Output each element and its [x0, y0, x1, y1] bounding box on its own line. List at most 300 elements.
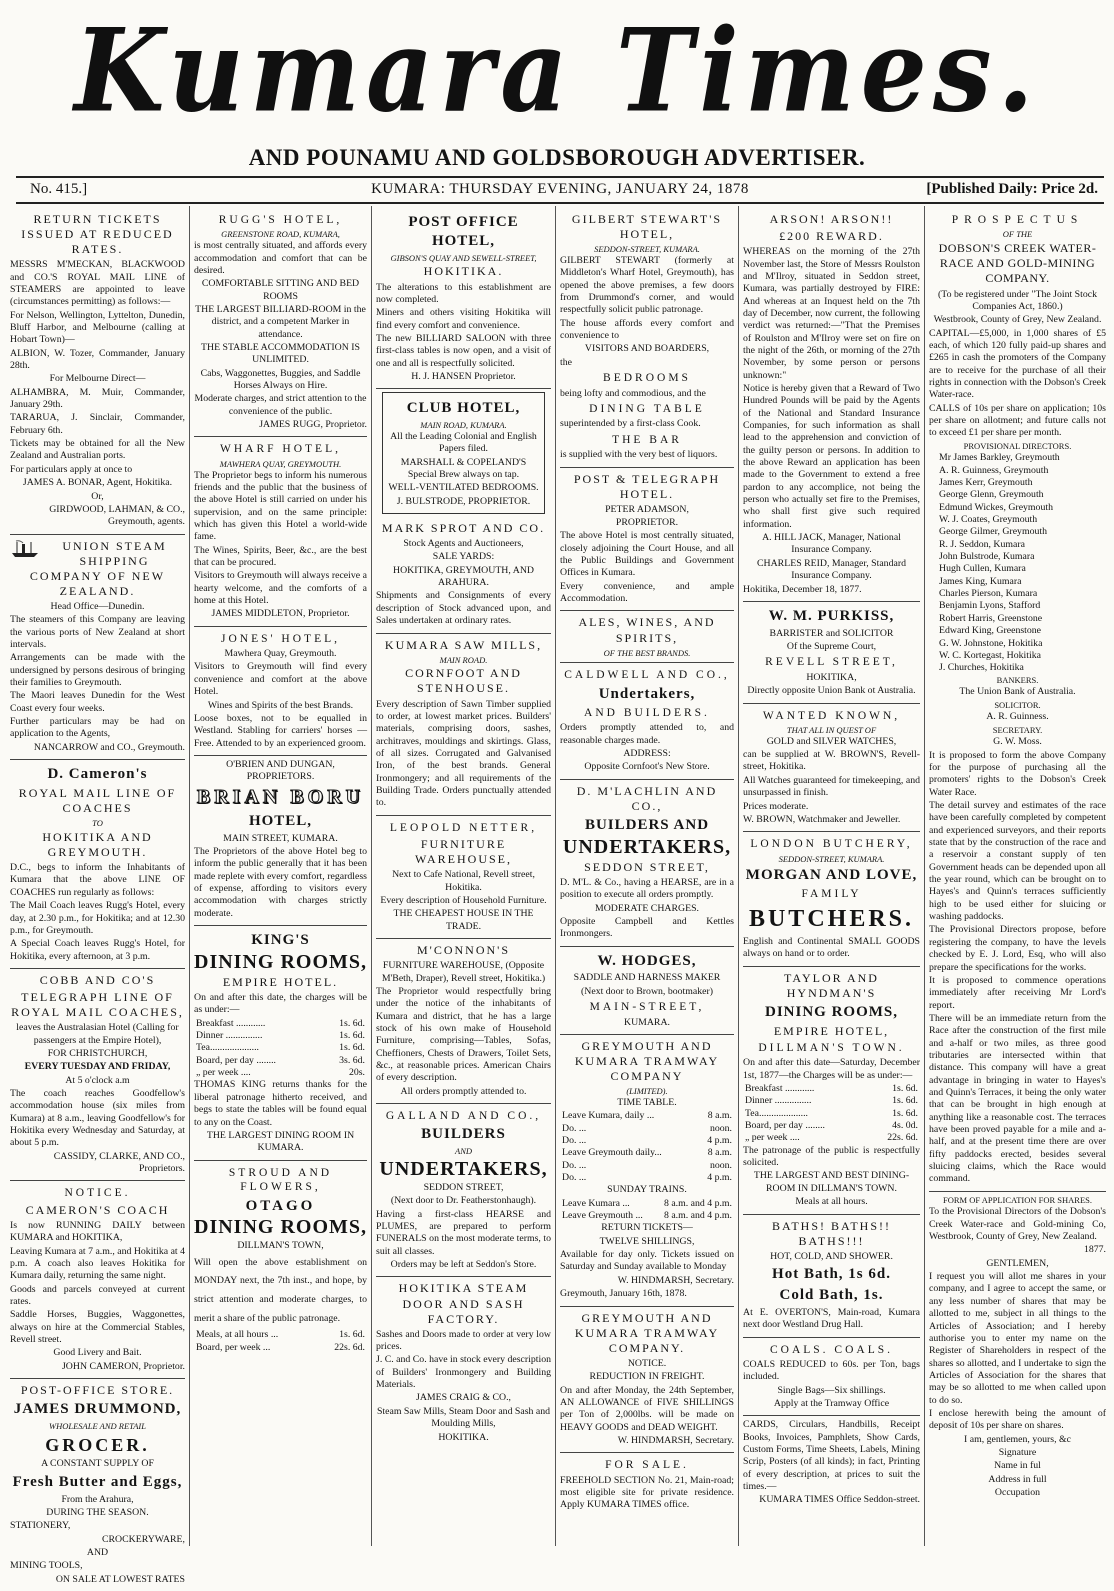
- advert-post-telegraph-hotel: [560, 468, 734, 612]
- advert-text: AND: [86, 1547, 109, 1559]
- form-field-label: Signature: [998, 1446, 1037, 1458]
- table-cell: 1s. 6d.: [892, 1095, 918, 1107]
- advert-subheading: FURNITURE WAREHOUSE,: [415, 837, 512, 867]
- column-4: [555, 206, 738, 1546]
- advert-text: The detail survey and estimates of the race have been carefully completed by competent and experienced surveyors, and their reports state that by the construction of the race and a reservoir a constant supply of ten Government heads can be depended upon all the year round, which can be brought on to Hayes's and Quinn's terraces sufficiently high to be used either for sluicing or washing paddocks.: [929, 800, 1106, 923]
- advert-text: I am, gentlemen, yours, &c: [964, 1433, 1071, 1445]
- advert-subheading: Fresh Butter and Eggs,: [12, 1473, 183, 1490]
- advert-text: The Proprietor would respectfully bring under the notice of the inhabitants of Kumara and district, that he has a large stock of his own make of Household Furniture, comprising—Tables, Sofas, Cheffioners, Chests of Drawers, Toilet Sets, &c., at reasonable prices. American Chairs of every description.: [376, 985, 551, 1084]
- advert-ales-wines: [560, 611, 734, 663]
- advert-wharf-hotel: [194, 437, 367, 626]
- advert-heading: WHARF HOTEL,: [220, 443, 341, 456]
- advert-text: CARDS, Circulars, Handbills, Receipt Books, Invoices, Pamphlets, Show Cards, Custom Forms, Time Sheets, Labels, Mining Scrip, Posters (of all kinds); in fact, Printing of every description, at prices to suit the times.—: [743, 1419, 920, 1493]
- advert-text: Stock Agents and Auctioneers,: [403, 538, 524, 550]
- advert-subheading: SEDDON-STREET, KUMARA.: [778, 853, 885, 864]
- advert-jones-hotel: [194, 627, 367, 756]
- advert-purkiss: [743, 602, 920, 704]
- advert-text: DURING THE SEASON.: [46, 1507, 149, 1519]
- advert-text: TO: [92, 818, 103, 829]
- table-row: [560, 1172, 734, 1184]
- advert-subheading: OF THE BEST BRANDS.: [603, 647, 691, 658]
- advert-text: At 5 o'clock a.m: [65, 1074, 130, 1086]
- advert-subheading: DOBSON'S CREEK WATER-RACE AND GOLD-MINING COMPANY.: [938, 241, 1097, 286]
- table-row: [194, 1018, 367, 1030]
- table-row: [194, 1329, 367, 1341]
- table-cell: 8 a.m.: [707, 1110, 732, 1122]
- advert-text: The alterations to this establishment are now completed.: [376, 281, 551, 305]
- advert-mlachlin: [560, 780, 734, 947]
- advert-text: Having a first-class HEARSE and PLUMES, are prepared to perform FUNERALS on the most moderate terms, to suit all classes.: [376, 1208, 551, 1257]
- advert-taylor-hyndman: [743, 967, 920, 1215]
- table-cell: 1s. 6d.: [892, 1107, 918, 1119]
- advert-subheading: Cold Bath, 1s.: [779, 1286, 884, 1303]
- advert-heading: BATHS! BATHS!! BATHS!!!: [771, 1218, 891, 1248]
- advert-subheading: BEDROOMS: [603, 372, 691, 385]
- advert-text: Of the Supreme Court,: [786, 641, 877, 653]
- table-row: [743, 1095, 920, 1107]
- list-item: Edward King, Greenstone: [939, 625, 1042, 637]
- directors-list: [929, 452, 1106, 674]
- list-item: A. R. Guinness, Greymouth: [939, 464, 1049, 476]
- advert-text: Available for day only. Tickets issued on Saturday and Sunday available to Monday: [560, 1249, 734, 1273]
- advert-text: The steamers of this Company are leaving the various ports of New Zealand at short intervals.: [10, 614, 185, 651]
- advert-printing: [743, 1416, 920, 1511]
- advert-text: Arrangements can be made with the undersigned by persons desirous of bringing their families to Greymouth.: [10, 652, 185, 689]
- advert-heading: TAYLOR AND HYNDMAN'S: [784, 970, 879, 1000]
- timetable-sunday: [560, 1198, 734, 1223]
- advert-text: For Melbourne Direct—: [49, 373, 146, 385]
- list-item: R. J. Seddon, Kumara: [939, 538, 1025, 550]
- table-row: [194, 1042, 367, 1054]
- advert-subheading: JAMES DRUMMOND,: [13, 1401, 182, 1418]
- advert-text: For Nelson, Wellington, Lyttelton, Dunedin, Bluff Harbor, and Melbourne (calling at Hobart Town)—: [10, 309, 185, 346]
- advert-text: The Proprietor begs to inform his numerous friends and the public that the business of the above Hotel is still carried on under his supervision, and on the same principle: which has given this Hotel a world-wide fame.: [194, 469, 367, 543]
- advert-signature: W. HINDMARSH, Secretary.: [617, 1434, 734, 1446]
- advert-text: Next to Cafe National, Revell street, Hokitika.: [392, 869, 535, 893]
- advert-cameron-coaches: [10, 760, 185, 969]
- advert-heading: D. M'LACHLIN AND CO.,: [576, 783, 718, 813]
- advert-cobb-coaches: [10, 969, 185, 1181]
- advert-text: MARSHALL & COPELAND'S Special Brew always on tap.: [400, 456, 527, 480]
- table-cell: Leave Kumara, daily ...: [562, 1110, 655, 1122]
- advert-heading: W. HODGES,: [597, 952, 697, 969]
- advert-text: Opposite Campbell and Kettles Ironmongers.: [560, 915, 734, 940]
- advert-subheading: UNDERTAKERS,: [379, 1158, 548, 1181]
- advert-heading: GILBERT STEWART'S HOTEL,: [571, 212, 723, 242]
- advert-text: SECRETARY.: [992, 724, 1043, 735]
- table-cell: 1s. 6d.: [339, 1017, 365, 1029]
- advert-text: MESSRS M'MECKAN, BLACKWOOD and CO.'S ROYAL MAIL LINE of STEAMERS are appointed to leave (circumstances permitting) as follows:—: [10, 259, 185, 308]
- advert-text: BARRISTER and SOLICITOR: [769, 627, 894, 639]
- newspaper-subtitle: AND POUNAMU AND GOLDSBOROUGH ADVERTISER.: [248, 145, 866, 170]
- advert-text: AND: [455, 1146, 472, 1157]
- advert-club-hotel: [382, 392, 545, 514]
- advert-subheading: MORGAN AND LOVE,: [745, 867, 918, 884]
- advert-coals: [743, 1338, 920, 1417]
- table-row: [743, 1108, 920, 1120]
- advert-subheading: MAWHERA QUAY, GREYMOUTH.: [219, 458, 342, 469]
- advert-subheading: SEDDON-STREET, KUMARA.: [594, 244, 700, 255]
- advert-text: Opposite Cornfoot's New Store.: [584, 761, 710, 773]
- advert-signature: JOHN CAMERON, Proprietor.: [61, 1360, 185, 1372]
- advert-subheading: Mawhera Quay, Greymouth.: [224, 648, 337, 660]
- table-row: [194, 1030, 367, 1042]
- advert-text: It is proposed to commence operations immediately after receiving Mr Lord's report.: [929, 974, 1106, 1011]
- table-cell: 1s. 6d.: [339, 1042, 365, 1054]
- advert-text: WELL-VENTILATED BEDROOMS.: [388, 482, 539, 494]
- list-item: Benjamin Lyons, Stafford: [939, 600, 1041, 612]
- advert-subheading: GIBSON'S QUAY AND SEWELL-STREET,: [390, 252, 537, 263]
- column-5: [738, 206, 924, 1546]
- advert-text: HOT, COLD, AND SHOWER.: [770, 1250, 893, 1262]
- advert-text: D. M'L. & Co., having a HEARSE, are in a position to execute all orders promptly.: [560, 876, 734, 901]
- advert-text: All Watches guaranteed for timekeeping, and unsurpassed in finish.: [743, 774, 920, 799]
- advert-text: Tickets may be obtained for all the New Zealand and Australian ports.: [10, 438, 185, 462]
- advert-text: THE LARGEST BILLIARD-ROOM in the district, and a competent Marker in attendance.: [195, 303, 366, 340]
- advert-text: There will be an immediate return from the Race after the construction of the first mile and a-half or two miles, as three good tributaries are intersected within that distance. This company will have a great advantage in bringing in water to Hayes's and Quinn's Terraces, it being the only water that can be brought in high enough at anything like a reasonable cost. The terraces have been proved payable for a mile and a-half, and at the present time there are over fifty paddocks erected, besides several sluicing claims, which the Race would command.: [929, 1012, 1106, 1185]
- table-cell: „ per week ....: [745, 1132, 800, 1144]
- table-cell: Board, per week ...: [196, 1341, 271, 1353]
- advert-subheading: BUILDERS AND: [584, 816, 710, 833]
- advert-text: is most centrally situated, and affords every accommodation and comfort that can be desired.: [194, 240, 367, 276]
- advert-cameron-notice: [10, 1181, 185, 1379]
- advert-text: COALS REDUCED to 60s. per Ton, bags included.: [743, 1359, 920, 1383]
- advert-text: On and after Monday, the 24th September, AN ALLOWANCE of FIVE SHILLINGS per Ton of 2,000lbs. will be made on HEAVY GOODS and DEAD WEIGHT.: [560, 1384, 734, 1433]
- advert-subheading: FAMILY: [801, 888, 862, 901]
- advert-mmeckan-steamers: [10, 208, 185, 535]
- advert-text: MAIN STREET, KUMARA.: [223, 832, 338, 844]
- advert-subheading: DINING ROOMS,: [194, 1216, 368, 1239]
- advert-leopold-netter: [376, 816, 551, 939]
- advert-text: A Special Coach leaves Rugg's Hotel, for Hokitika, every afternoon, at 3 p.m.: [10, 938, 185, 962]
- list-item: George Gilmer, Greymouth: [939, 526, 1047, 538]
- advert-text: WHEREAS on the morning of the 27th November last, the Store of Messrs Roulston and M'Ilroy, situated in Seddon street, Kumara, was partially destroyed by FIRE: And whereas at an Inquest held on the 7th day of December, now current, the following verdict was returned:—"That the Premises of Roulston and M'Ilroy were set on fire on the night of the 26th, or morning of the 27th November, by some person or persons unknown:": [743, 246, 920, 381]
- advert-text: Greymouth, January 16th, 1878.: [560, 1288, 687, 1300]
- advert-text: WHOLESALE AND RETAIL: [49, 1421, 146, 1432]
- table-cell: Breakfast ............: [745, 1083, 815, 1095]
- advert-text: superintended by a first-class Cook.: [560, 418, 701, 430]
- advert-text: Or,: [91, 490, 104, 502]
- advert-text: GILBERT STEWART (formerly at Middleton's Wharf Hotel, Greymouth), has opened the above premises, a few doors from Drummond's corner, and would respectfully solicit public patronage.: [560, 254, 734, 316]
- table-cell: 3s. 6d.: [339, 1054, 365, 1066]
- advert-text: Orders promptly attended to, and reasonable charges made.: [560, 722, 734, 746]
- advert-text: A CONSTANT SUPPLY OF: [41, 1458, 154, 1470]
- table-cell: 1s. 6d.: [892, 1083, 918, 1095]
- dateline-bar: [16, 176, 1104, 204]
- table-row: [560, 1160, 734, 1172]
- advert-subheading: CAMERON'S COACH: [25, 1202, 170, 1217]
- issue-price: [Published Daily: Price 2d.: [926, 181, 1098, 197]
- advert-text: TARARUA, J. Sinclair, Commander, February 6th.: [10, 412, 185, 436]
- advert-text: The Mail Coach leaves Rugg's Hotel, every day, at 2.30 p.m., for Hokitika; and at 12.30 p.m., for Greymouth.: [10, 900, 185, 936]
- advert-heading: FORM OF APPLICATION FOR SHARES.: [942, 1194, 1093, 1205]
- advert-subheading: DILLMAN'S TOWN.: [758, 1041, 905, 1054]
- advert-subheading: MAIN ROAD, KUMARA.: [420, 420, 507, 431]
- table-cell: Board, per day ........: [196, 1054, 276, 1066]
- table-row: [194, 1055, 367, 1067]
- advert-subheading: SEDDON STREET,: [584, 859, 710, 874]
- advert-heading: FOR SALE.: [605, 1459, 689, 1472]
- advert-heading: POST OFFICE HOTEL,: [408, 214, 519, 249]
- form-field-label: Name in ful: [994, 1460, 1041, 1472]
- table-cell: 20s.: [348, 1067, 365, 1079]
- advert-text: DILLMAN'S TOWN,: [237, 1240, 324, 1252]
- list-item: Charles Pierson, Kumara: [939, 588, 1038, 600]
- advert-steam-door: [376, 1277, 551, 1448]
- advert-signature: JAMES CRAIG & CO.,: [416, 1392, 511, 1404]
- list-item: James Kerr, Greymouth: [939, 477, 1033, 489]
- issue-number: No. 415.]: [30, 181, 88, 197]
- advert-text: The house affords every comfort and convenience to: [560, 317, 734, 341]
- advert-subheading: Undertakers,: [598, 685, 696, 702]
- table-cell: Do. ...: [562, 1122, 587, 1134]
- advert-text: Directly opposite Union Bank ot Australia.: [747, 685, 916, 697]
- advert-signature: CASSIDY, CLARKE, AND CO., Proprietors.: [53, 1150, 185, 1174]
- price-table: [743, 1083, 920, 1145]
- column-2: [189, 206, 371, 1546]
- advert-heading: POST & TELEGRAPH HOTEL.: [573, 471, 721, 501]
- advert-text: THE LARGEST AND BEST DINING-ROOM IN DILLMAN'S TOWN.: [753, 1170, 910, 1194]
- advert-text: CAPITAL—£5,000, in 1,000 shares of £5 each, of which 120 fully paid-up shares and £265 in cash the promoters of the Company are to receive for the purchase of all their rights in connection with the Dobson's Creek Water-race.: [929, 327, 1106, 401]
- advert-heading: RUGG'S HOTEL,: [218, 214, 343, 226]
- advert-galland: [376, 1104, 551, 1277]
- advert-text: GENTLEMEN,: [986, 1257, 1049, 1269]
- advert-subheading: EMPIRE HOTEL.: [222, 974, 339, 989]
- table-cell: 1s. 6d.: [339, 1329, 365, 1341]
- advert-text: (Next door to Brown, bootmaker): [581, 985, 713, 997]
- steamship-icon: [10, 540, 40, 558]
- advert-text: J. C. and Co. have in stock every description of Builders' Ironmongery and Building Materials.: [376, 1354, 551, 1391]
- advert-text: Single Bags—Six shillings.: [777, 1384, 886, 1396]
- table-cell: 4s. 0d.: [892, 1120, 918, 1132]
- advert-subheading: MAIN ROAD.: [439, 654, 488, 665]
- advert-text: The new BILLIARD SALOON with three first-class tables is now open, and a visit of one and all is respectfully solicited.: [376, 332, 551, 369]
- advert-subheading: £200 REWARD.: [779, 229, 884, 244]
- newspaper-title: Kumara Times.: [74, 2, 1040, 139]
- advert-text: EVERY TUESDAY AND FRIDAY,: [24, 1061, 171, 1073]
- table-cell: „ per week ....: [196, 1067, 251, 1079]
- advert-heading: POST-OFFICE STORE.: [20, 1383, 175, 1398]
- list-item: George Glenn, Greymouth: [939, 489, 1044, 501]
- advert-london-butchery: [743, 832, 920, 966]
- advert-text: Hokitika, December 18, 1877.: [743, 583, 862, 595]
- list-item: G. W. Johnstone, Hokitika: [939, 637, 1043, 649]
- table-cell: Leave Greymouth daily...: [562, 1147, 662, 1159]
- advert-heading: COBB AND CO'S: [39, 972, 156, 987]
- advert-text: CROCKERYWARE,: [101, 1533, 185, 1545]
- advert-text: The Maori leaves Dunedin for the West Coast every four weeks.: [10, 690, 185, 714]
- advert-subheading: THE BAR: [612, 433, 682, 446]
- advert-arson-reward: [743, 208, 920, 602]
- advert-text: G. W. Moss.: [993, 736, 1042, 748]
- advert-text: Every description of Household Furniture.: [380, 895, 547, 907]
- advert-heading: UNION STEAM SHIPPING COMPANY OF NEW ZEALAND.: [29, 538, 167, 598]
- advert-text: STATIONERY,: [10, 1520, 71, 1532]
- advert-text: GOLD and SILVER WATCHES,: [766, 735, 897, 747]
- advert-text: BANKERS.: [996, 674, 1039, 685]
- list-item: Mr James Barkley, Greymouth: [939, 452, 1060, 464]
- advert-text: The above Hotel is most centrally situated, closely adjoining the Court House, and all the Public Buildings and Government Offices in Kumara.: [560, 530, 734, 579]
- advert-text: being lofty and commodious, and the: [560, 387, 706, 399]
- advert-ruggs-hotel: [194, 208, 367, 437]
- advert-otago-dining: [194, 1161, 367, 1358]
- advert-heading: CALDWELL AND CO.,: [564, 669, 730, 682]
- advert-tramway-notice: [560, 1307, 734, 1454]
- advert-text: The patronage of the public is respectfully solicited.: [743, 1144, 920, 1169]
- advert-text: On and after this date—Saturday, December 1st, 1877—the Charges will be as under:—: [743, 1057, 920, 1081]
- advert-subheading: MAIN-STREET,: [589, 1001, 705, 1014]
- advert-text: A. R. Guinness.: [986, 711, 1049, 723]
- table-row: [194, 1342, 367, 1354]
- advert-signature: W. HINDMARSH, Secretary.: [617, 1274, 734, 1286]
- advert-heading: GREYMOUTH AND KUMARA TRAMWAY COMPANY.: [574, 1310, 720, 1355]
- advert-signature: H. J. HANSEN Proprietor.: [411, 371, 516, 382]
- advert-heading: PROSPECTUS: [951, 214, 1084, 226]
- advert-text: Good Livery and Bait.: [53, 1347, 142, 1359]
- advert-heading: M'CONNON'S: [416, 943, 510, 958]
- advert-caldwell: [560, 663, 734, 779]
- table-cell: noon.: [709, 1159, 732, 1171]
- advert-subheading: DINING TABLE: [589, 402, 705, 415]
- advert-subheading: AND BUILDERS.: [584, 706, 710, 719]
- advert-text: D.C., begs to inform the Inhabitants of Kumara that the above LINE OF COACHES run regularly as follows:: [10, 862, 185, 898]
- advert-text: Apply at the Tramway Office: [773, 1398, 890, 1410]
- table-cell: 8 a.m. and 4 p.m.: [663, 1197, 732, 1209]
- table-cell: Dinner ...............: [745, 1095, 812, 1107]
- advert-text: Cabs, Waggonettes, Buggies, and Saddle Horses Always on Hire.: [200, 367, 361, 391]
- list-item: W. C. Kortegast, Hokitika: [939, 649, 1041, 661]
- advert-text: is supplied with the very best of liquors.: [560, 449, 718, 461]
- advert-text: Goods and parcels conveyed at current rates.: [10, 1283, 185, 1307]
- column-1: [6, 206, 189, 1585]
- advert-text: ALHAMBRA, M. Muir, Commander, January 29th.: [10, 386, 185, 411]
- table-row: [560, 1135, 734, 1147]
- advert-text: From the Arahura,: [61, 1493, 134, 1505]
- advert-signature: W. BROWN, Watchmaker and Jeweller.: [743, 813, 901, 825]
- advert-heading: HOKITIKA STEAM DOOR AND SASH FACTORY.: [398, 1281, 529, 1326]
- table-row: [560, 1123, 734, 1135]
- advert-text: TIME TABLE.: [617, 1097, 677, 1108]
- advert-text: For particulars apply at once to: [10, 463, 133, 475]
- advert-text: It is proposed to form the above Company for the purpose of purchasing all the promoters' rights to the Dobson's Creek Water Race.: [929, 749, 1106, 798]
- advert-text: All the Leading Colonial and English Papers filed.: [390, 430, 537, 455]
- advert-text: KUMARA.: [624, 1016, 670, 1028]
- advert-subheading: OF THE: [1002, 229, 1033, 240]
- advert-subheading: BUTCHERS.: [748, 905, 915, 932]
- table-row: [560, 1210, 734, 1222]
- advert-text: VISITORS AND BOARDERS,: [584, 343, 710, 355]
- advert-text: PROPRIETOR.: [615, 517, 679, 529]
- list-item: Hugh Cullen, Kumara: [939, 563, 1026, 575]
- advert-heading: D. Cameron's: [47, 766, 148, 783]
- advert-text: Westbrook, County of Grey, New Zealand.: [933, 314, 1102, 326]
- advert-subheading: GROCER.: [45, 1434, 150, 1455]
- advert-brian-boru: [194, 756, 367, 926]
- advert-heading: ARSON! ARSON!!: [769, 212, 894, 226]
- advert-text: can be supplied at W. BROWN'S, Revell-street, Hokitika.: [743, 749, 920, 773]
- table-cell: Breakfast ............: [196, 1017, 266, 1029]
- advert-baths: [743, 1215, 920, 1338]
- table-cell: 8 a.m.: [707, 1147, 732, 1159]
- advert-subheading: HOTEL,: [248, 812, 313, 829]
- advert-text: The coach reaches Goodfellow's accommodation house (six miles from Kumara) at 8 a.m., leaving Goodfellow's for Hokitika every Wednesday and Saturday, at about 5 p.m.: [10, 1087, 185, 1149]
- advert-text: KUMARA TIMES Office Seddon-street.: [759, 1494, 920, 1506]
- advert-text: ADDRESS:: [623, 747, 671, 759]
- advert-text: The Proprietors of the above Hotel beg to inform the public generally that it has been made replete with every comfort, regardless of expense, affording to visitors every accommodation with charges strictly moderate.: [194, 846, 367, 919]
- table-cell: Tea....................: [745, 1107, 808, 1119]
- table-row: [194, 1067, 367, 1079]
- list-item: J. Churches, Hokitika: [939, 662, 1024, 674]
- advert-text: JAMES A. BONAR, Agent, Hokitika.: [22, 477, 173, 489]
- advert-text: Is now RUNNING DAILY between KUMARA and HOKITIKA,: [10, 1219, 185, 1244]
- table-cell: 1s. 6d.: [339, 1030, 365, 1042]
- list-item: John Bulstrode, Kumara: [939, 551, 1035, 563]
- table-cell: noon.: [709, 1122, 732, 1134]
- advert-text: Orders may be left at Seddon's Store.: [390, 1259, 537, 1271]
- advert-subheading: CORNFOOT AND STENHOUSE.: [405, 666, 522, 696]
- advert-text: SUNDAY TRAINS.: [607, 1184, 687, 1196]
- table-cell: Do. ...: [562, 1172, 587, 1184]
- advert-text: THE STABLE ACCOMMODATION IS UNLIMITED.: [201, 341, 360, 366]
- timetable: [560, 1110, 734, 1184]
- advert-heading: KING'S: [251, 932, 310, 949]
- advert-text: Miners and others visiting Hokitika will find every comfort and convenience.: [376, 307, 551, 331]
- advert-text: PROVISIONAL DIRECTORS.: [963, 440, 1072, 451]
- advert-hodges: [560, 947, 734, 1035]
- advert-text: TWELVE SHILLINGS,: [599, 1235, 695, 1247]
- table-cell: Board, per day ........: [745, 1120, 825, 1132]
- advert-wanted-known: [743, 704, 920, 833]
- advert-text: Every convenience, and ample Accommodation.: [560, 580, 734, 605]
- advert-heading: WANTED KNOWN,: [762, 709, 901, 722]
- advert-text: RETURN TICKETS—: [601, 1222, 693, 1234]
- advert-text: Moderate charges, and strict attention to the convenience of the public.: [194, 393, 367, 417]
- table-cell: 22s. 6d.: [887, 1132, 918, 1144]
- advert-post-office-hotel: [376, 208, 551, 389]
- masthead: [0, 0, 1114, 142]
- advert-text: SOLICITOR.: [994, 699, 1041, 710]
- advert-heading: LONDON BUTCHERY,: [750, 838, 913, 851]
- advert-text: On and after this date, the charges will be as under:—: [194, 992, 367, 1016]
- advert-text: To the Provisional Directors of the Dobson's Creek Water-race and Gold-mining Co, Westbrook, County of Grey, New Zealand.: [929, 1206, 1106, 1243]
- advert-text: Head Office—Dunedin.: [50, 600, 145, 612]
- advert-text: Notice is hereby given that a Reward of Two Hundred Pounds will be paid by the Agents of the National and Standard Insurance Companies, for such information as shall lead to the apprehension and conviction of the guilty person or persons. In addition to the above Reward an application has been made to the Government to extend a free pardon to any accomplice, not being the person who actually set fire to the Premises, who shall first give such required information.: [743, 383, 920, 530]
- table-cell: 22s. 6d.: [334, 1341, 365, 1353]
- advert-signature: A. HILL JACK, Manager, National Insurance Company.: [762, 532, 901, 556]
- advert-text: HOKITIKA.: [438, 1431, 489, 1443]
- table-cell: Leave Greymouth ...: [562, 1210, 643, 1222]
- advert-text: ALBION, W. Tozer, Commander, January 28th.: [10, 347, 185, 372]
- advert-text: I enclose herewith being the amount of deposit of 10s per share on shares.: [929, 1407, 1106, 1432]
- table-cell: Leave Kumara ...: [562, 1197, 630, 1209]
- advert-text: Leaving Kumara at 7 a.m., and Hokitika at 4 p.m. A coach also leaves Hokitika for Kumara daily, returning the same night.: [10, 1245, 185, 1282]
- table-cell: 4 p.m.: [707, 1172, 732, 1184]
- advert-text: Sashes and Doors made to order at very low prices.: [376, 1328, 551, 1353]
- table-cell: Do. ...: [562, 1159, 587, 1171]
- price-table: [194, 1329, 367, 1354]
- advert-subheading: EMPIRE HOTEL,: [773, 1023, 890, 1038]
- advert-share-application: [929, 1192, 1106, 1505]
- advert-text: Meals at all hours.: [795, 1196, 868, 1208]
- advert-text: HOKITIKA,: [806, 671, 857, 683]
- advert-text: English and Continental SMALL GOODS always on hand or to order.: [743, 935, 920, 960]
- advert-heading: JONES' HOTEL,: [220, 632, 340, 645]
- table-cell: Dinner ...............: [196, 1030, 263, 1042]
- advert-text: Steam Saw Mills, Steam Door and Sash and Moulding Mills,: [376, 1405, 551, 1430]
- advert-gilbert-stewart: [560, 208, 734, 468]
- advert-text: SEDDON STREET,: [423, 1182, 504, 1194]
- advert-heading: LEOPOLD NETTER,: [389, 821, 538, 834]
